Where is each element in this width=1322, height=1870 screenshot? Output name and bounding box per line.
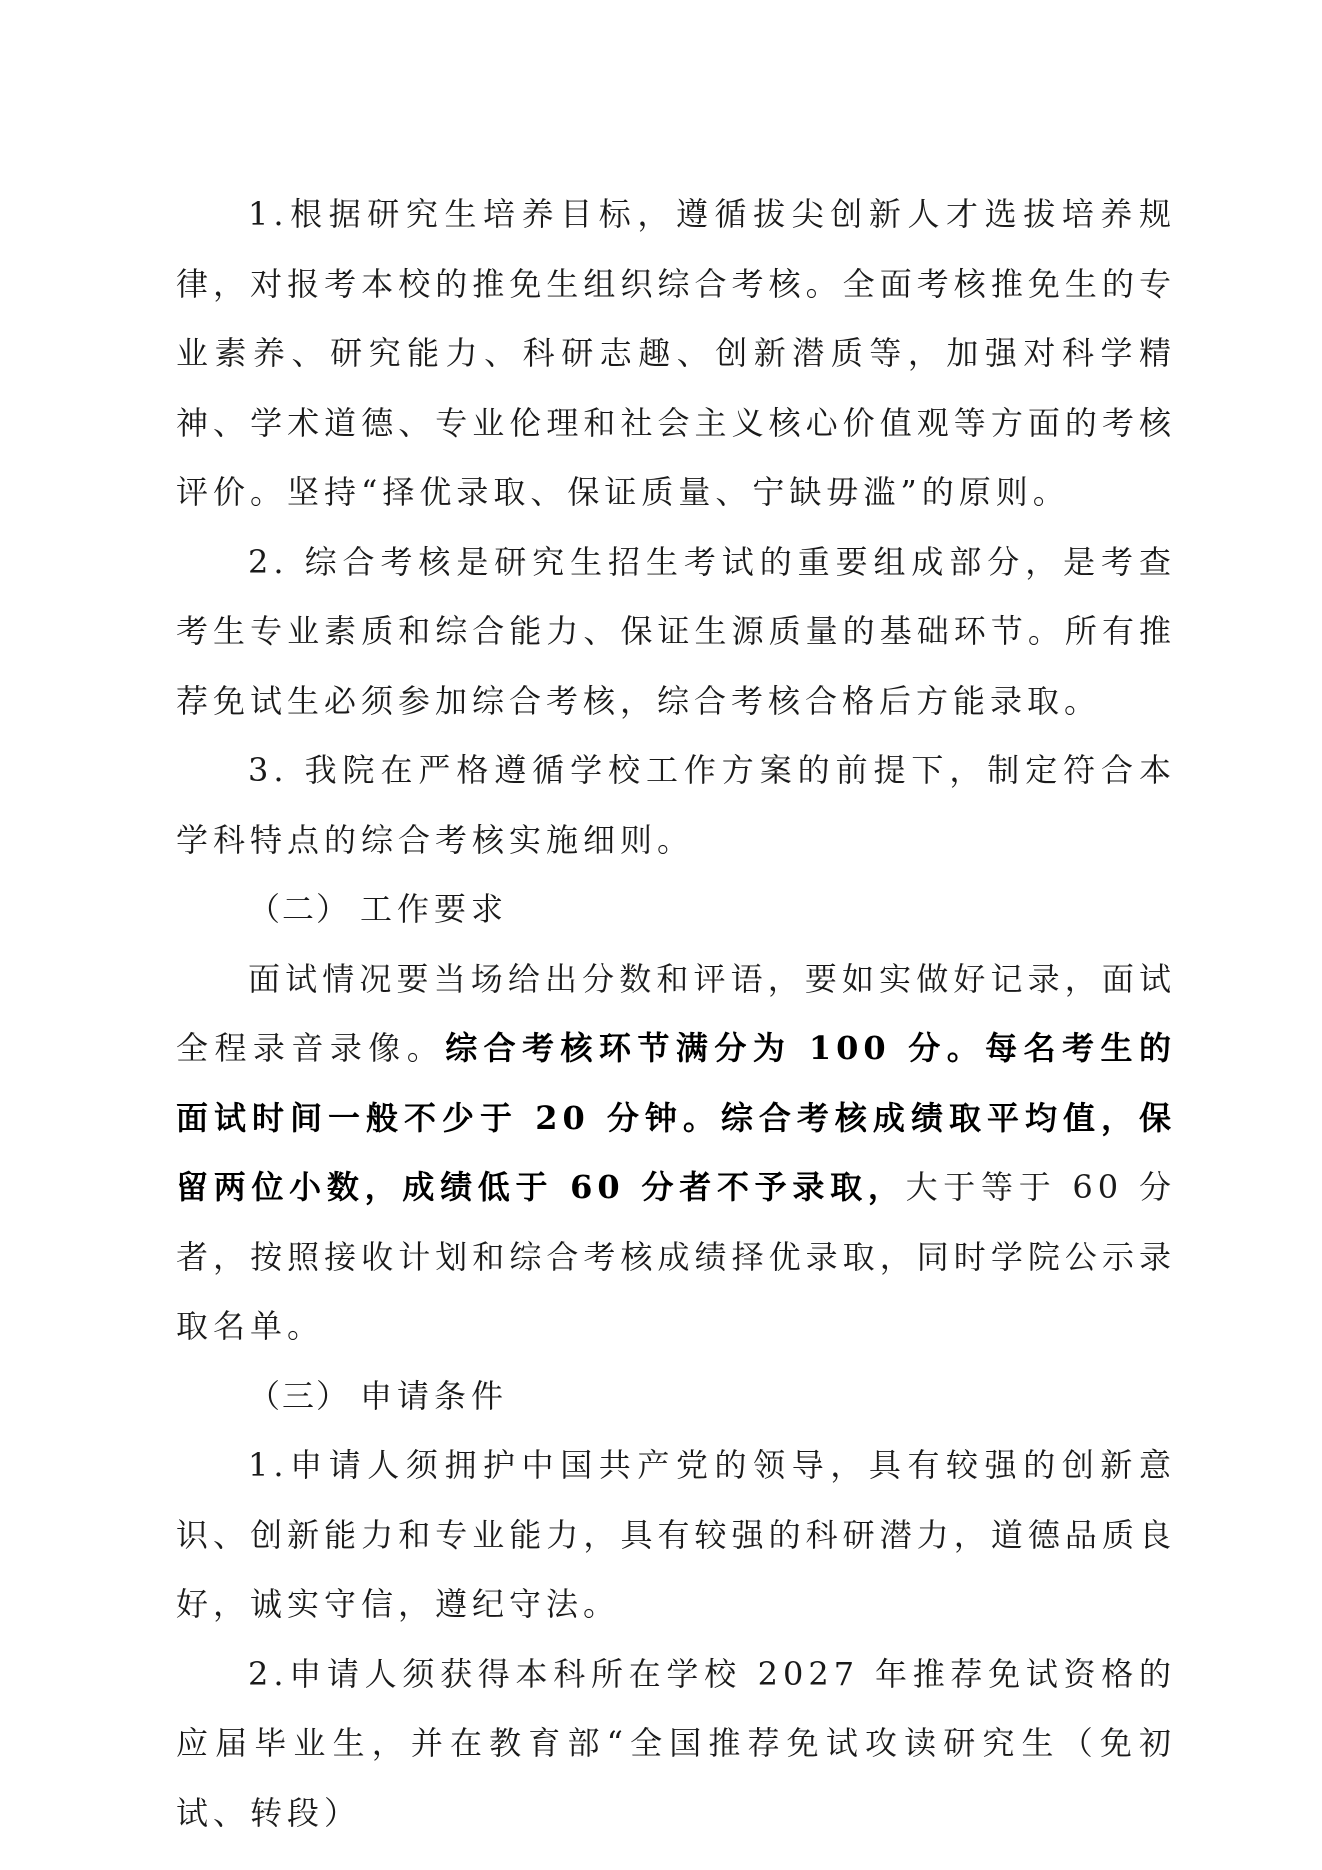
paragraph-assessment-role: 2. 综合考核是研究生招生考试的重要组成部分，是考查考生专业素质和综合能力、保证生源质量的基础环节。所有推荐免试生必须参加综合考核，综合考核合格后方能录取。 [176,542,1176,720]
section-title: 工作要求 [360,890,509,928]
requirements-text-intro: 面试情况要当场给出分数和评语，要如实做好记录，面试全程录音录像。 [176,959,1176,1067]
paragraph-condition-2: 2.申请人须获得本科所在学校 2027 年推荐免试资格的应届毕业生，并在教育部“全国推荐免试攻读研究生（免初试、转段） [176,1654,1176,1832]
document-body [176,180,1176,1848]
section-heading-work-requirements [176,875,1176,945]
section-title: 申请条件 [360,1376,509,1415]
paragraph-implementation-rules: 3. 我院在严格遵循学校工作方案的前提下，制定符合本学科特点的综合考核实施细则。 [176,751,1176,859]
requirements-text-bold: 综合考核环节满分为 100 分。每名考生的面试时间一般不少于 20 分钟。综合考核成绩取平均值，保留两位小数，成绩低于 60 分者不予录取， [176,1029,1176,1206]
paragraph-work-requirements [176,945,1176,1362]
section-heading-application-conditions [176,1362,1176,1432]
section-number: （二） [248,890,351,928]
paragraph-principle: 1.根据研究生培养目标，遵循拔尖创新人才选拔培养规律，对报考本校的推免生组织综合考核。全面考核推免生的专业素养、研究能力、科研志趣、创新潜质等，加强对科学精神、学术道德、专业伦理和社会主义核心价值观等方面的考核评价。坚持“择优录取、保证质量、宁缺毋滥”的原则。 [176,195,1176,511]
requirements-text-outro: 大于等于 60 分者，按照接收计划和综合考核成绩择优录取，同时学院公示录取名单。 [176,1168,1176,1345]
section-number: （三） [248,1376,351,1415]
paragraph-condition-1: 1.申请人须拥护中国共产党的领导，具有较强的创新意识、创新能力和专业能力，具有较强的科研潜力，道德品质良好，诚实守信，遵纪守法。 [176,1446,1176,1623]
